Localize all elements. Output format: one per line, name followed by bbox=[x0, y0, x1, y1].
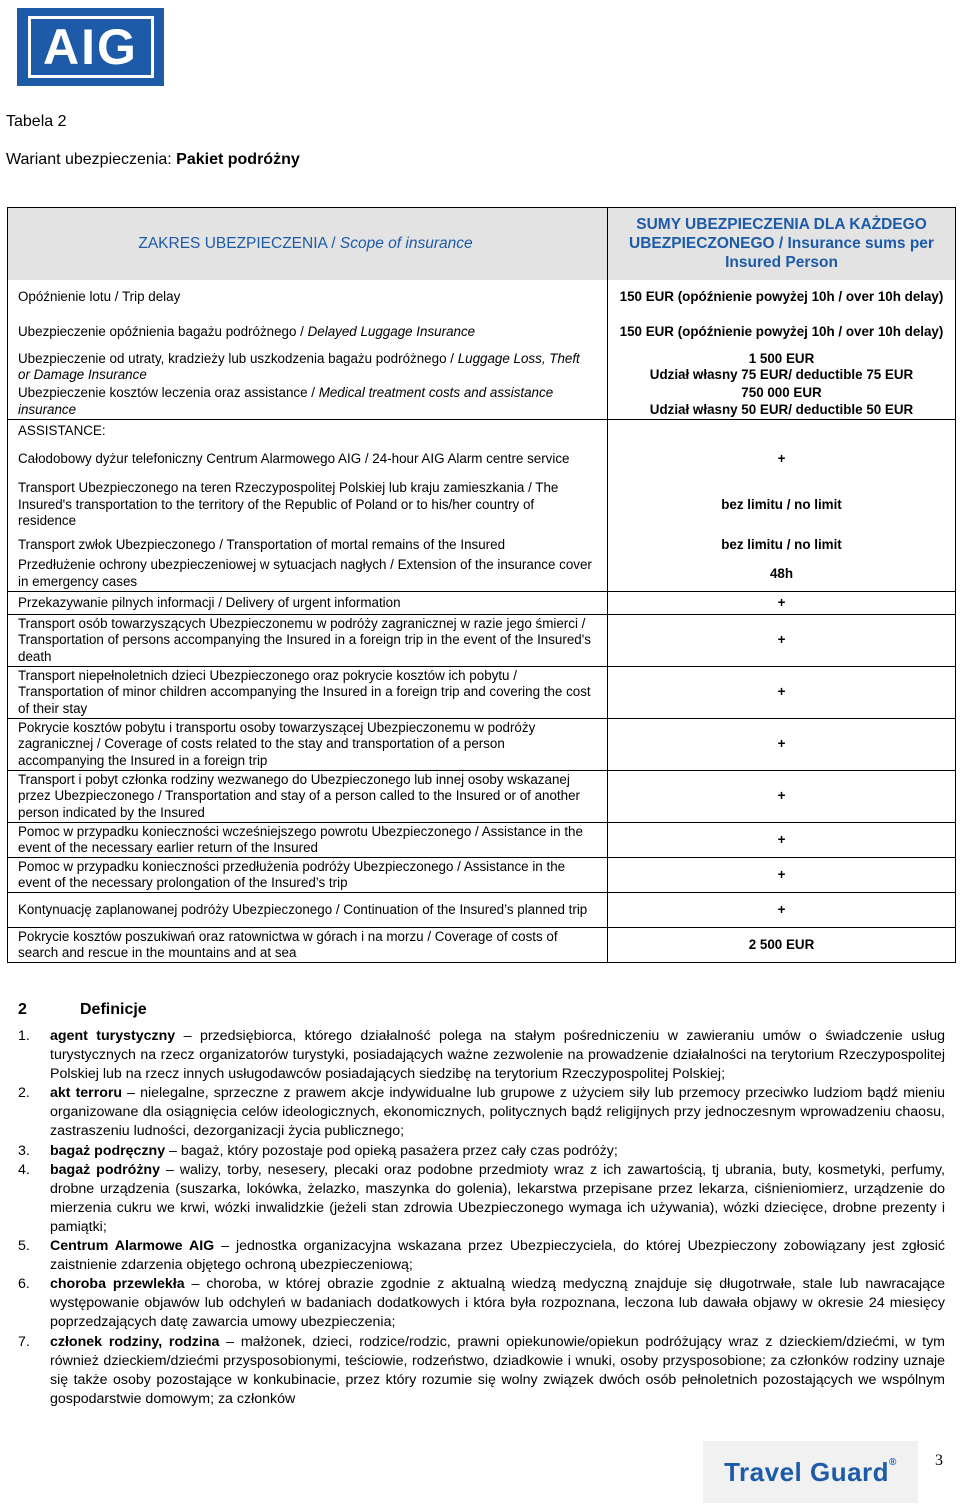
coverage-sum-cell bbox=[608, 823, 956, 858]
table-row bbox=[8, 719, 956, 771]
table-row bbox=[8, 823, 956, 858]
table-row bbox=[8, 771, 956, 823]
definition-number: 5. bbox=[18, 1238, 30, 1255]
definition-text: – jednostka organizacyjna wskazana przez Ubezpieczyciela, do której Ubezpieczony zobowiązany jest zgłosić zaistnienie zdarzenia objętego ochroną ubezpieczeniową; bbox=[50, 1238, 945, 1274]
coverage-sum-value: + bbox=[777, 866, 786, 882]
definition-term: bagaż podróżny bbox=[50, 1161, 160, 1178]
definition-term: choroba przewlekła bbox=[50, 1276, 185, 1293]
coverage-scope-cell: Transport niepełnoletnich dzieci Ubezpieczonego oraz pokrycie kosztów ich pobytu / Transportation of minor children accompanying the Insured in a foreign trip and covering the cost of their stay bbox=[8, 667, 608, 719]
definition-item bbox=[18, 1142, 945, 1161]
coverage-sum-cell bbox=[608, 893, 956, 928]
table-row bbox=[8, 615, 956, 667]
coverage-header-right bbox=[608, 208, 956, 280]
definition-number: 4. bbox=[18, 1161, 30, 1178]
coverage-sum-cell bbox=[608, 557, 956, 592]
coverage-sum-cell bbox=[608, 477, 956, 534]
coverage-scope-cell: Przedłużenie ochrony ubezpieczeniowej w sytuacjach nagłych / Extension of the insurance cover in emergency cases bbox=[18, 557, 592, 589]
table-row bbox=[8, 858, 956, 893]
definition-text: – małżonek, dzieci, rodzice/rodzic, prawni opiekunowie/opiekun podróżujący wraz z dzieckiem/dziećmi, w tym również dzieckiem/dziećmi przysposobionymi, teściowie, rodzeństwo, dziadkowie i wnuki, osoby przysposobione; za członków rodziny uznaje się także osoby pozostające w konkubinacie, przez który rozumie się wolny związek dwóch osób pełnoletnich pozostających we wspólnym gospodarstwie domowym; za członków bbox=[50, 1333, 945, 1407]
coverage-sum-value: + bbox=[777, 594, 786, 610]
coverage-scope-cell: Pomoc w przypadku konieczności przedłużenia podróży Ubezpieczonego / Assistance in the event of the necessary prolongation of the Insured’s trip bbox=[8, 858, 608, 893]
definition-number: 2. bbox=[18, 1085, 30, 1102]
coverage-scope-cell: Ubezpieczenie kosztów leczenia oraz assistance / Medical treatment costs and assistance insurance bbox=[18, 385, 554, 417]
definition-text: – walizy, torby, nesesery, plecaki oraz podobne przedmioty wraz z ich zawartością, tj ubrania, buty, kosmetyki, perfumy, drobne urządzenia (suszarka, lokówka, żelazko, maszynka do golenia), lekarstwa przepisane przez lekarza, ciśnieniomierz, urządzenie do mierzenia cukru we krwi, wózki inwalidzkie (jeżeli stan zdrowia Ubezpieczonego wymaga ich używania), wózki dziecięce, drobne prezenty i pamiątki; bbox=[50, 1161, 945, 1235]
definition-term: agent turystyczny bbox=[50, 1028, 176, 1044]
coverage-sum-value: + bbox=[777, 831, 786, 847]
table-number: Tabela 2 bbox=[6, 113, 67, 130]
definition-number: 6. bbox=[18, 1276, 30, 1293]
table-row bbox=[8, 315, 956, 350]
coverage-sum-cell bbox=[608, 420, 956, 443]
table-row bbox=[8, 477, 956, 534]
table-row bbox=[8, 928, 956, 963]
coverage-header-left-text: ZAKRES UBEZPIECZENIA / Scope of insurance bbox=[138, 234, 473, 252]
definition-term: akt terroru bbox=[50, 1085, 123, 1102]
coverage-scope-cell: Pokrycie kosztów pobytu i transportu osoby towarzyszącej Ubezpieczonemu w podróży zagranicznej / Coverage of costs related to the stay and transportation of a person accompanying the Insured in a foreign trip bbox=[8, 719, 608, 771]
definition-item bbox=[18, 1237, 945, 1275]
variant-label: Wariant ubezpieczenia: bbox=[6, 151, 177, 168]
coverage-sum-value: 150 EUR (opóźnienie powyżej 10h / over 10h delay) bbox=[619, 323, 944, 339]
coverage-sum-value: + bbox=[777, 736, 786, 752]
coverage-sum-value: 48h bbox=[769, 565, 794, 581]
travel-guard-logo bbox=[703, 1441, 918, 1503]
definition-number: 1. bbox=[18, 1028, 30, 1044]
definition-term: członek rodziny, rodzina bbox=[50, 1333, 220, 1350]
definition-item bbox=[18, 1333, 945, 1409]
coverage-scope-cell: Przekazywanie pilnych informacji / Delivery of urgent information bbox=[8, 592, 608, 615]
coverage-sum-value: 2 500 EUR bbox=[748, 936, 815, 952]
coverage-sum-value: bez limitu / no limit bbox=[721, 536, 842, 552]
definition-item bbox=[18, 1027, 945, 1084]
coverage-scope-cell: Kontynuację zaplanowanej podróży Ubezpieczonego / Continuation of the Insured’s planned trip bbox=[8, 893, 608, 928]
coverage-deductible: Udział własny 50 EUR/ deductible 50 EUR bbox=[649, 401, 914, 417]
coverage-sum-cell bbox=[608, 350, 956, 385]
table-row bbox=[8, 592, 956, 615]
coverage-sum-value: bez limitu / no limit bbox=[721, 496, 842, 512]
coverage-sum-cell bbox=[608, 443, 956, 477]
definitions-number: 2 bbox=[18, 1001, 27, 1018]
travel-guard-logo-text: Travel Guard bbox=[724, 1456, 890, 1487]
aig-logo bbox=[17, 8, 164, 86]
table-row bbox=[8, 350, 956, 385]
coverage-sum-cell bbox=[608, 385, 956, 420]
coverage-header-right-text: SUMY UBEZPIECZENIA DLA KAŻDEGO UBEZPIECZONEGO / Insurance sums per Insured Person bbox=[629, 216, 934, 272]
coverage-scope-cell: Pomoc w przypadku konieczności wcześniejszego powrotu Ubezpieczonego / Assistance in the event of the necessary earlier return of the Insured bbox=[8, 823, 608, 858]
coverage-deductible: Udział własny 75 EUR/ deductible 75 EUR bbox=[649, 367, 914, 382]
coverage-scope-cell: ASSISTANCE: bbox=[8, 420, 608, 443]
definition-number: 3. bbox=[18, 1142, 30, 1159]
coverage-scope-cell: Całodobowy dyżur telefoniczny Centrum Alarmowego AIG / 24-hour AIG Alarm centre service bbox=[18, 451, 570, 467]
coverage-scope-cell: Ubezpieczenie opóźnienia bagażu podróżnego / Delayed Luggage Insurance bbox=[18, 323, 476, 339]
definitions-heading bbox=[18, 1001, 147, 1019]
coverage-scope-cell: Transport zwłok Ubezpieczonego / Transportation of mortal remains of the Insured bbox=[18, 536, 506, 552]
travel-guard-reg-mark: ® bbox=[889, 1456, 897, 1468]
coverage-sum-value: + bbox=[777, 684, 786, 700]
coverage-header-left bbox=[8, 208, 608, 280]
coverage-sum-value: + bbox=[777, 788, 786, 804]
variant-value: Pakiet podróżny bbox=[176, 151, 300, 168]
coverage-sum-cell bbox=[608, 280, 956, 315]
coverage-sum-value: 750 000 EUR bbox=[741, 385, 822, 401]
table-row bbox=[8, 420, 956, 443]
coverage-sum-cell bbox=[608, 315, 956, 350]
coverage-sum-cell bbox=[608, 771, 956, 823]
definitions-title: Definicje bbox=[80, 1001, 147, 1018]
definitions-list bbox=[18, 1027, 945, 1409]
coverage-sum-cell bbox=[608, 928, 956, 963]
definition-text: – bagaż, który pozostaje pod opieką pasażera przez cały czas podróży; bbox=[165, 1142, 618, 1159]
page-number: 3 bbox=[935, 1452, 943, 1469]
coverage-sum-value: 1 500 EUR bbox=[748, 350, 815, 366]
coverage-scope-cell: Ubezpieczenie od utraty, kradzieży lub uszkodzenia bagażu podróżnego / Luggage Loss, Theft or Damage Insurance bbox=[18, 350, 580, 382]
definition-text: – przedsiębiorca, którego działalność polega na stałym pośredniczeniu w zawieraniu umów o świadczenie usług turystycznych na rzecz organizatorów turystyki, posiadających ważne zezwolenie na prowadzenie działalności na terytorium Rzeczypospolitej Polskiej lub na rzecz innych usługodawców posiadających siedzibę na terytorium Rzeczypospolitej Polskiej; bbox=[50, 1028, 945, 1083]
coverage-scope-cell: Pokrycie kosztów poszukiwań oraz ratownictwa w górach i na morzu / Coverage of costs of search and rescue in the mountains and at sea bbox=[8, 928, 608, 963]
coverage-scope-cell: Transport i pobyt członka rodziny wezwanego do Ubezpieczonego lub innej osoby wskazanej przez Ubezpieczonego / Transportation and stay of a person called to the Insured or of another person indicated by the Insured bbox=[8, 771, 608, 823]
definition-number: 7. bbox=[18, 1333, 30, 1350]
definition-term: bagaż podręczny bbox=[50, 1142, 166, 1159]
definition-item bbox=[18, 1084, 945, 1141]
coverage-sum-cell bbox=[608, 615, 956, 667]
coverage-sum-value: 150 EUR (opóźnienie powyżej 10h / over 10h delay) bbox=[619, 288, 944, 304]
coverage-sum-cell bbox=[608, 719, 956, 771]
definition-term: Centrum Alarmowe AIG bbox=[50, 1238, 215, 1255]
table-row bbox=[8, 667, 956, 719]
definition-text: – nielegalne, sprzeczne z prawem akcje indywidualne lub grupowe z użyciem siły lub przemocy przeciwko ludziom bądź mieniu organizowane dla osiągnięcia celów ideologicznych, ekonomicznych, politycznych bądź religijnych przy jednoczesnym wprowadzeniu chaosu, zastraszeniu ludności, dezorganizacji życia publicznego; bbox=[50, 1085, 945, 1140]
coverage-sum-value: + bbox=[777, 451, 786, 467]
definition-item bbox=[18, 1275, 945, 1332]
coverage-sum-cell bbox=[608, 592, 956, 615]
table-row bbox=[8, 557, 956, 592]
coverage-scope-cell: Transport Ubezpieczonego na teren Rzeczypospolitej Polskiej lub kraju zamieszkania / The Insured's transportation to the territory of the Republic of Poland or to his/her country of residence bbox=[18, 480, 559, 529]
definition-item bbox=[18, 1161, 945, 1237]
coverage-scope-cell: Opóźnienie lotu / Trip delay bbox=[18, 288, 181, 304]
coverage-sum-value: + bbox=[777, 901, 786, 917]
table-row bbox=[8, 443, 956, 477]
table-row bbox=[8, 534, 956, 557]
table-row bbox=[8, 893, 956, 928]
coverage-sum-value: + bbox=[777, 632, 786, 648]
table-row bbox=[8, 385, 956, 420]
coverage-sum-cell bbox=[608, 534, 956, 557]
definition-text: – choroba, w której obrazie zgodnie z aktualną wiedzą medyczną znajduje się długotrwałe, stale lub nawracające występowanie objawów lub odchyleń w badaniach dodatkowych i która była rozpoznana, leczona lub dawała objawy w okresie 24 miesięcy poprzedzających datę zawarcia umowy ubezpieczenia; bbox=[50, 1276, 946, 1331]
variant-line bbox=[6, 151, 300, 169]
coverage-sum-cell bbox=[608, 858, 956, 893]
table-row bbox=[8, 280, 956, 315]
aig-logo-text: AIG bbox=[28, 16, 154, 78]
coverage-sum-cell bbox=[608, 667, 956, 719]
coverage-table bbox=[7, 207, 956, 963]
coverage-scope-cell: Transport osób towarzyszących Ubezpieczonemu w podróży zagranicznej w razie jego śmierci / Transportation of persons accompanying the Insured in a foreign trip in the event of the Insured's death bbox=[8, 615, 608, 667]
